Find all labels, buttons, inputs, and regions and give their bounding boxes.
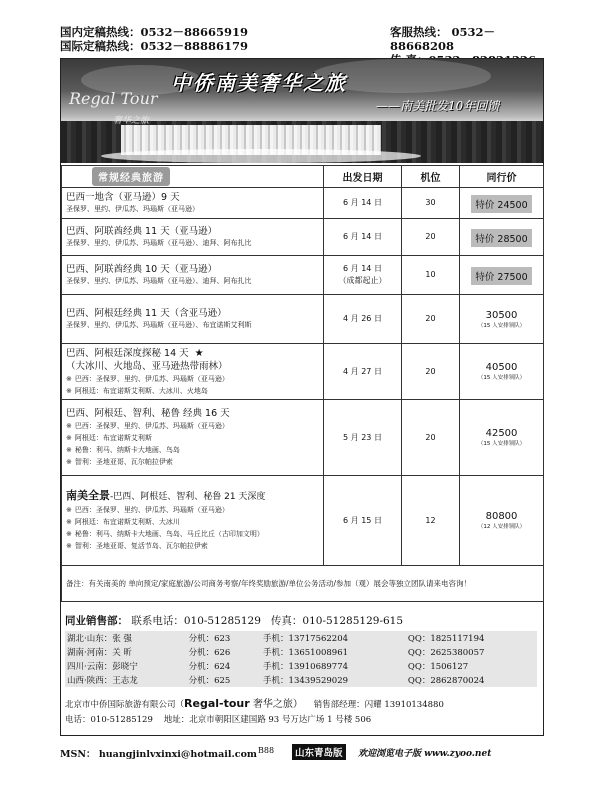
list-item bbox=[65, 645, 537, 659]
tour-seats: 30 bbox=[402, 188, 460, 219]
sales-section bbox=[61, 607, 543, 725]
contact-region: 湖北·山东：张 强 bbox=[67, 634, 132, 644]
contact-region: 山西·陕西：王志龙 bbox=[67, 676, 138, 686]
tour-date-cell bbox=[324, 256, 402, 295]
service-hotline: 客服热线： 0532－88668208 bbox=[390, 25, 496, 53]
tour-price: 80800 bbox=[485, 511, 518, 522]
tour-route: 圣保罗、里约、伊瓜苏、玛瑙斯（亚马逊）、迪拜、阿布扎比 bbox=[66, 239, 252, 247]
table-row bbox=[62, 400, 544, 476]
reference-mark-icon: ※ bbox=[66, 506, 72, 514]
note-row bbox=[62, 566, 544, 602]
tour-name-extra: -巴西、阿根廷、智利、秘鲁 21 天深度 bbox=[110, 492, 266, 502]
route-line: ※ 巴西：圣保罗、里约、伊瓜苏、玛瑙斯（亚马逊） bbox=[66, 506, 229, 514]
ad-frame bbox=[60, 58, 544, 736]
tour-name: 巴西、阿根廷、智利、秘鲁 经典 16 天 bbox=[66, 408, 230, 419]
reference-mark-icon: ※ bbox=[66, 446, 72, 454]
route-line: ※ 智利：圣地亚哥、瓦尔帕拉伊索 bbox=[66, 458, 173, 466]
sales-manager: 销售部经理：闪耀 13910134880 bbox=[313, 700, 444, 710]
list-item bbox=[65, 673, 537, 687]
tour-route: 圣保罗、里约、伊瓜苏、玛瑙斯（亚马逊）、迪拜、阿布扎比 bbox=[66, 277, 252, 285]
contact-ext: 分机：624 bbox=[188, 662, 231, 672]
domestic-hotline: 国内定稿热线：0532－88665919 bbox=[60, 25, 249, 39]
tour-route: 圣保罗、里约、伊瓜苏、玛瑙斯（亚马逊）、布宜诺斯艾利斯 bbox=[66, 321, 252, 329]
route-line: ※ 秘鲁：利马、纳斯卡大地画、鸟岛 bbox=[66, 446, 180, 454]
tour-seats: 20 bbox=[402, 295, 460, 344]
tour-name: 巴西、阿根廷深度探秘 14 天 bbox=[66, 347, 189, 359]
tour-seats: 20 bbox=[402, 344, 460, 400]
tour-date: 6 月 14 日 bbox=[324, 219, 402, 256]
price-cell bbox=[460, 188, 544, 219]
company-address: 地址：北京市朝阳区建国路 93 号万达广场 1 号楼 506 bbox=[163, 715, 372, 725]
reference-mark-icon: ※ bbox=[66, 386, 72, 395]
banner-title: 中侨南美奢华之旅 bbox=[171, 71, 347, 95]
price-cell bbox=[460, 400, 544, 476]
sales-header bbox=[61, 607, 543, 631]
edition-tag: 山东青岛版 bbox=[292, 744, 346, 760]
section-header bbox=[62, 166, 324, 188]
table-row bbox=[62, 219, 544, 256]
special-price: 特价 27500 bbox=[471, 267, 531, 285]
route-line: ※ 巴西：圣保罗、里约、伊瓜苏、玛瑙斯（亚马逊） bbox=[66, 374, 229, 383]
special-price: 特价 28500 bbox=[471, 229, 531, 247]
contact-mobile: 手机：13651008961 bbox=[263, 648, 349, 658]
table-row bbox=[62, 256, 544, 295]
tour-route: 圣保罗、里约、伊瓜苏、玛瑙斯（亚马逊） bbox=[66, 205, 199, 213]
mist-shape bbox=[101, 149, 421, 163]
sales-fax: 传真：010-51285129-615 bbox=[270, 615, 404, 627]
regal-tour-logo: Regal Tour bbox=[69, 89, 158, 108]
section-label: 常规经典旅游 bbox=[92, 167, 170, 186]
special-price: 特价 24500 bbox=[471, 195, 531, 213]
header-seats: 机位 bbox=[402, 166, 460, 188]
tour-date: 6 月 15 日 bbox=[324, 476, 402, 566]
tour-name: 南美全景 bbox=[66, 489, 110, 502]
banner-subtitle: ——南美批发10年回馈 bbox=[376, 99, 500, 113]
table-row bbox=[62, 476, 544, 566]
sales-label: 同业销售部： bbox=[65, 615, 128, 627]
tour-name: 巴西、阿根廷经典 11 天（含亚马逊） bbox=[66, 308, 227, 319]
price-cell bbox=[460, 476, 544, 566]
contact-region: 湖南·河南：关 昕 bbox=[67, 648, 132, 658]
tour-name: 巴西一地含（亚马逊）9 天 bbox=[66, 192, 180, 203]
route-line: ※ 阿根廷：布宜诺斯艾利斯、大冰川、火地岛 bbox=[66, 386, 208, 395]
tour-name-line bbox=[66, 347, 319, 360]
contact-region: 四川·云南：彭晓宁 bbox=[67, 662, 138, 672]
list-item bbox=[65, 659, 537, 673]
tour-table bbox=[61, 165, 544, 602]
contact-mobile: 手机：13910689774 bbox=[263, 662, 349, 672]
route-line: ※ 阿根廷：布宜诺斯艾利斯 bbox=[66, 434, 152, 442]
sales-phone: 联系电话：010-51285129 bbox=[131, 615, 261, 627]
footer-msn: MSN： huangjinlvxinxi@hotmail.com bbox=[60, 749, 257, 760]
price-note: （15 人安排领队） bbox=[477, 322, 526, 329]
reference-mark-icon: ※ bbox=[66, 422, 72, 430]
contact-qq: QQ：1506127 bbox=[407, 662, 469, 672]
tour-cell bbox=[62, 188, 324, 219]
brand-chinese: 奢华之旅） bbox=[249, 699, 303, 710]
contact-qq: QQ：2625380057 bbox=[407, 648, 485, 658]
hotline-header bbox=[60, 25, 540, 55]
header-date: 出发日期 bbox=[324, 166, 402, 188]
address-line bbox=[61, 709, 543, 725]
list-item bbox=[65, 631, 537, 645]
price-cell bbox=[460, 295, 544, 344]
tour-date: 4 月 26 日 bbox=[324, 295, 402, 344]
reference-mark-icon: ※ bbox=[66, 374, 72, 383]
route-line: ※ 智利：圣地亚哥、复活节岛、瓦尔帕拉伊索 bbox=[66, 542, 208, 550]
tour-cell bbox=[62, 344, 324, 400]
company-line bbox=[61, 687, 543, 709]
tour-seats: 12 bbox=[402, 476, 460, 566]
price-note: （15 人安排领队） bbox=[477, 375, 526, 381]
contact-qq: QQ：1825117194 bbox=[407, 634, 485, 644]
tour-seats: 10 bbox=[402, 256, 460, 295]
tour-date-note: （成都起止） bbox=[338, 276, 387, 285]
header-price: 同行价 bbox=[460, 166, 544, 188]
route-line: ※ 巴西：圣保罗、里约、伊瓜苏、玛瑙斯（亚马逊） bbox=[66, 422, 229, 430]
tour-seats: 20 bbox=[402, 219, 460, 256]
company-name: 北京市中侨国际旅游有限公司（ bbox=[65, 700, 185, 710]
page-footer bbox=[60, 744, 544, 762]
company-tel: 电话：010-51285129 bbox=[65, 715, 153, 725]
table-header-row bbox=[62, 166, 544, 188]
tour-date: 6 月 14 日 bbox=[343, 264, 382, 273]
price-cell bbox=[460, 344, 544, 400]
tour-cell bbox=[62, 400, 324, 476]
tour-cell bbox=[62, 219, 324, 256]
tour-date: 5 月 23 日 bbox=[324, 400, 402, 476]
contact-qq: QQ：2862870024 bbox=[407, 676, 485, 686]
tour-name-secondary: （大冰川、火地岛、亚马逊热带雨林） bbox=[66, 360, 228, 372]
route-line: ※ 阿根廷：布宜诺斯艾利斯、大冰川 bbox=[66, 518, 180, 526]
star-icon: ★ bbox=[194, 347, 204, 359]
contact-ext: 分机：625 bbox=[188, 676, 231, 686]
page-number: B88 bbox=[258, 746, 275, 755]
contact-list bbox=[65, 631, 537, 687]
reference-mark-icon: ※ bbox=[66, 458, 72, 466]
tour-cell bbox=[62, 476, 324, 566]
tour-cell bbox=[62, 295, 324, 344]
contact-ext: 分机：626 bbox=[188, 648, 231, 658]
tour-seats: 20 bbox=[402, 400, 460, 476]
price-cell bbox=[460, 219, 544, 256]
banner-image bbox=[61, 59, 543, 163]
route-line: ※ 秘鲁：利马、纳斯卡大地画、鸟岛、马丘比丘（古印加文明） bbox=[66, 530, 264, 538]
price-note: （15 人安排领队） bbox=[477, 441, 526, 447]
tour-cell bbox=[62, 256, 324, 295]
tour-price: 30500 bbox=[485, 309, 518, 321]
table-row bbox=[62, 344, 544, 400]
price-cell bbox=[460, 256, 544, 295]
reference-mark-icon: ※ bbox=[66, 434, 72, 442]
tour-price: 40500 bbox=[485, 362, 518, 373]
international-hotline: 国际定稿热线：0532－88886179 bbox=[60, 39, 249, 53]
price-note: （12 人安排领队） bbox=[477, 524, 526, 530]
table-note: 备注：有关南美的 单向预定/家庭旅游/公司商务考察/年终奖励旅游/单位公务活动/参加（观）展会等独立团队请来电咨询！ bbox=[62, 566, 544, 602]
contact-mobile: 手机：13717562204 bbox=[263, 634, 349, 644]
tour-name: 巴西、阿联酋经典 11 天（亚马逊） bbox=[66, 226, 218, 237]
tour-date: 6 月 14 日 bbox=[324, 188, 402, 219]
tour-name: 巴西、阿联酋经典 10 天（亚马逊） bbox=[66, 264, 218, 275]
tour-price: 42500 bbox=[485, 428, 518, 439]
contact-mobile: 手机：13439529029 bbox=[263, 676, 349, 686]
hotline-left bbox=[60, 25, 248, 53]
table-row bbox=[62, 295, 544, 344]
reference-mark-icon: ※ bbox=[66, 518, 72, 526]
contact-ext: 分机：623 bbox=[188, 634, 231, 644]
table-row bbox=[62, 188, 544, 219]
reference-mark-icon: ※ bbox=[66, 542, 72, 550]
tour-name-line bbox=[66, 489, 319, 504]
reference-mark-icon: ※ bbox=[66, 530, 72, 538]
brand-name: Regal-tour bbox=[184, 697, 250, 710]
footer-slogan: 欢迎浏览电子版 www.zyoo.net bbox=[358, 749, 492, 759]
tour-date: 4 月 27 日 bbox=[324, 344, 402, 400]
logo-subtitle: 奢华之旅 bbox=[113, 116, 150, 126]
